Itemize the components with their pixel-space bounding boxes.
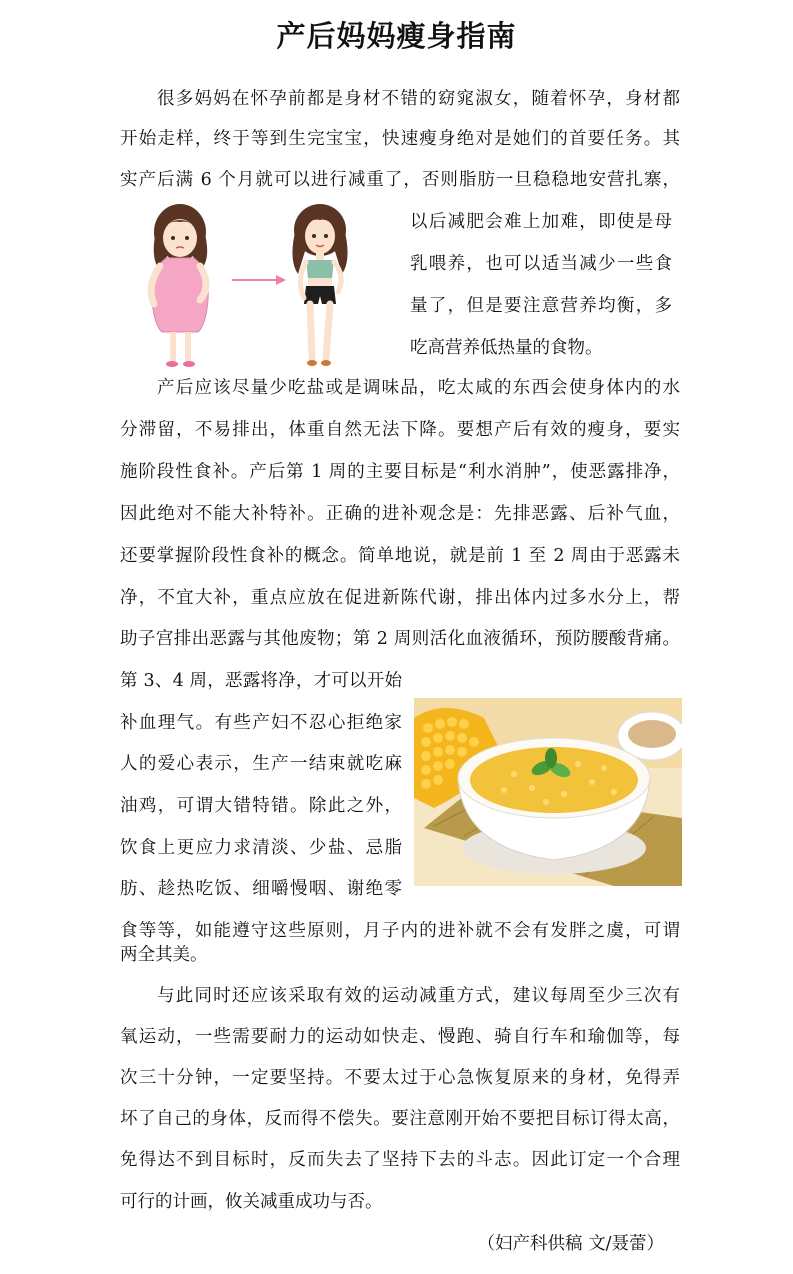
text-line: 因此绝对不能大补特补。正确的进补观念是：先排恶露、后补气血， [120,504,680,524]
text-line: 助子宫排出恶露与其他废物；第 2 周则活化血液循环，预防腰酸背痛。 [120,629,680,649]
weight-loss-illustration [140,200,380,375]
text-line: 免得达不到目标时，反而失去了坚持下去的斗志。因此订定一个合理 [120,1150,680,1170]
arrow-icon [232,275,286,285]
text-line: 补血理气。有些产妇不忍心拒绝家 [120,713,402,733]
text-line: 次三十分钟，一定要坚持。不要太过于心急恢复原来的身材，免得弄 [120,1068,680,1088]
text-line: 可行的计画，攸关减重成功与否。 [120,1192,383,1212]
text-line: 开始走样，终于等到生完宝宝，快速瘦身绝对是她们的首要任务。其 [120,129,680,149]
text-line: 饮食上更应力求清淡、少盐、忌脂 [120,838,402,858]
text-line: 肪、趁热吃饭、细嚼慢咽、谢绝零 [120,879,402,899]
text-line: 实产后满 6 个月就可以进行减重了，否则脂肪一旦稳稳地安营扎寨， [120,170,680,190]
text-line: 分滞留，不易排出，体重自然无法下降。要想产后有效的瘦身，要实 [120,420,680,440]
text-line: 坏了自己的身体，反而得不偿失。要注意刚开始不要把目标订得太高， [120,1109,680,1129]
after-woman-figure [292,204,347,366]
text-line: 量了，但是要注意营养均衡，多 [410,296,672,316]
text-line: 油鸡，可谓大错特错。除此之外， [120,796,402,816]
text-line: 产后应该尽量少吃盐或是调味品，吃太咸的东西会使身体内的水 [157,378,680,398]
text-line: 吃高营养低热量的食物。 [410,338,603,358]
text-line: 还要掌握阶段性食补的概念。简单地说，就是前 1 至 2 周由于恶露未 [120,546,680,566]
text-line: 食等等，如能遵守这些原则，月子内的进补就不会有发胖之虞，可谓 [120,921,680,941]
text-line: 乳喂养，也可以适当减少一些食 [410,254,672,274]
text-line: 人的爱心表示，生产一结束就吃麻 [120,754,402,774]
corn-porridge-photo [414,698,682,886]
before-woman-figure [151,204,208,367]
text-line: 与此同时还应该采取有效的运动减重方式，建议每周至少三次有 [157,986,680,1006]
signature: （妇产科供稿 文/聂蕾） [477,1234,664,1254]
text-line: 以后减肥会难上加难，即使是母 [410,212,672,232]
text-line: 氧运动，一些需要耐力的运动如快走、慢跑、骑自行车和瑜伽等，每 [120,1027,680,1047]
text-line: 很多妈妈在怀孕前都是身材不错的窈窕淑女，随着怀孕，身材都 [157,89,680,109]
text-line: 净，不宜大补，重点应放在促进新陈代谢，排出体内过多水分上，帮 [120,588,680,608]
text-line: 两全其美。 [120,945,208,965]
text-line: 施阶段性食补。产后第 1 周的主要目标是“利水消肿”，使恶露排净， [120,462,680,482]
text-line: 第 3、4 周，恶露将净，才可以开始 [120,671,402,691]
article-title: 产后妈妈瘦身指南 [276,19,517,53]
